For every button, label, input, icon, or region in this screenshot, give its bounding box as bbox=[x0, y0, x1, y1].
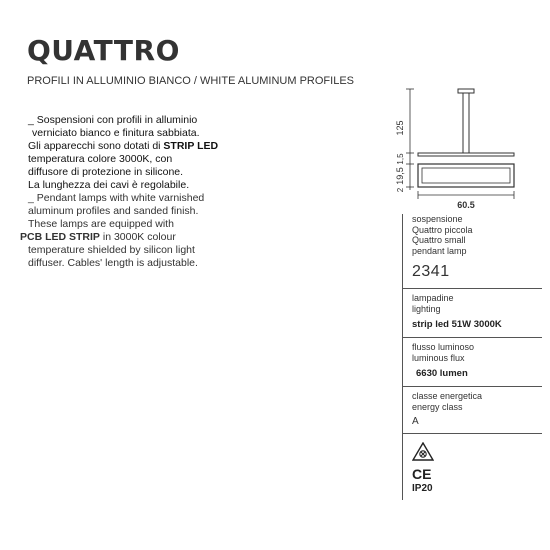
dim-label-height: 19,5 bbox=[395, 167, 405, 185]
product-code: 2341 bbox=[412, 263, 450, 280]
spec-energy-label-it: classe energetica bbox=[412, 391, 483, 401]
dim-label-width: 60.5 bbox=[457, 200, 475, 210]
description-english bbox=[20, 192, 253, 270]
desc-it-line: verniciato bianco e finitura sabbiata. bbox=[32, 127, 200, 139]
desc-en-line: _ Pendant lamps with white varnished bbox=[28, 192, 205, 204]
spec-energy bbox=[412, 387, 542, 427]
spec-type-en: Quattro small bbox=[412, 235, 466, 245]
ce-mark-icon bbox=[412, 466, 434, 482]
product-subtitle: PROFILI IN ALLUMINIO BIANCO / WHITE ALUMINUM PROFILES bbox=[27, 75, 354, 87]
certification-marks bbox=[412, 442, 542, 494]
spec-lighting bbox=[412, 289, 542, 331]
desc-en-line: temperature shielded by silicon light bbox=[28, 244, 195, 256]
desc-it-line: diffusore di protezione in silicone. bbox=[28, 166, 184, 178]
spec-lamp-value: strip led 51W 3000K bbox=[412, 319, 502, 330]
desc-it-strip-line bbox=[28, 140, 253, 153]
spec-panel bbox=[402, 214, 542, 500]
description-italian bbox=[28, 114, 253, 192]
spec-divider bbox=[403, 433, 542, 434]
ceiling-canopy bbox=[458, 89, 474, 93]
lamp-frame-outer bbox=[418, 164, 514, 187]
spec-type-en: pendant lamp bbox=[412, 245, 467, 256]
desc-en-line: diffuser. Cables' length is adjustable. bbox=[28, 257, 198, 269]
desc-en-line: aluminum profiles and sanded finish. bbox=[28, 205, 199, 217]
spec-flux bbox=[412, 338, 542, 380]
ip-rating: IP20 bbox=[412, 483, 433, 494]
spec-energy-value: A bbox=[412, 416, 419, 427]
desc-en-strip-line bbox=[20, 231, 253, 244]
product-title: QUATTRO bbox=[27, 34, 180, 67]
suspension-rod bbox=[463, 93, 469, 153]
spec-lamp-label-it: lampadine bbox=[412, 293, 454, 303]
desc-it-line: _ Sospensioni con profili in alluminio bbox=[28, 114, 198, 126]
spec-type-it: Quattro piccola bbox=[412, 224, 473, 235]
desc-en-strip-strong: PCB LED STRIP bbox=[20, 231, 100, 243]
dim-label-top: 1,5 bbox=[396, 153, 405, 165]
lamp-top-profile bbox=[418, 153, 514, 156]
spec-lamp-label-en: lighting bbox=[412, 303, 441, 314]
spec-type-it: sospensione bbox=[412, 214, 463, 224]
dim-label-bottom: 2 bbox=[396, 187, 405, 193]
desc-en-line: These lamps are equipped with bbox=[28, 218, 174, 230]
description bbox=[20, 114, 253, 270]
desc-it-strip-prefix: Gli apparecchi sono dotati di bbox=[28, 140, 164, 152]
spec-flux-value: 6630 lumen bbox=[416, 368, 468, 379]
enec-safety-icon bbox=[412, 442, 434, 462]
spec-flux-label-en: luminous flux bbox=[412, 352, 465, 363]
technical-drawing bbox=[385, 82, 520, 212]
desc-en-strip-suffix: in 3000K colour bbox=[99, 231, 176, 243]
lamp-frame-inner bbox=[422, 168, 510, 183]
desc-it-line: temperatura colore 3000K, con bbox=[28, 153, 173, 165]
spec-energy-label-en: energy class bbox=[412, 401, 463, 412]
desc-it-line: La lunghezza dei cavi è regolabile. bbox=[28, 179, 190, 191]
dim-label-cable: 125 bbox=[395, 120, 405, 136]
desc-it-strip-strong: STRIP LED bbox=[163, 140, 219, 152]
spec-flux-label-it: flusso luminoso bbox=[412, 342, 475, 352]
ce-mark-text: CE bbox=[412, 466, 432, 482]
